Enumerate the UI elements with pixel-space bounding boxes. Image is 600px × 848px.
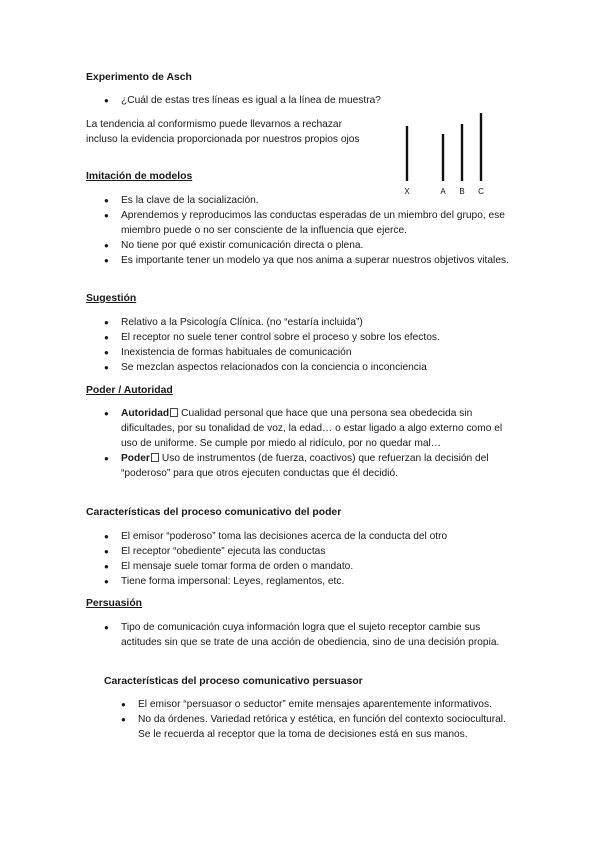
list-item: ● Relativo a la Psicología Clínica. (no “estaría incluida”) [104,315,524,330]
list-item: ● Tipo de comunicación cuya información logra que el sujeto receptor cambie sus actitudes sin que se trate de una acción de obediencia, sino de una decisión propia. [104,620,514,650]
list-item [104,451,516,481]
asch-list [104,93,434,108]
list-item: ● No da órdenes. Variedad retórica y estética, en función del contexto sociocultural. Se le recuerda al receptor que la toma de decisiones está en sus manos. [121,712,521,742]
missing-glyph-icon [170,408,178,417]
poder-title: Poder / Autoridad [86,385,173,396]
list-item: ● Inexistencia de formas habituales de comunicación [104,345,524,360]
imitacion-list [104,193,524,268]
definition-autoridad: Cualidad personal que hace que una persona sea obedecida sin dificultades, por su tonalidad de voz, la edad… o estar ligado a algo externo como el uso de uniforme. Se cumple por miedo al ridículo, por no quedar mal… [121,408,503,449]
caract-poder-title: Características del proceso comunicativo del poder [86,507,342,518]
list-item [104,406,516,451]
caract-poder-list [104,529,524,589]
term-autoridad: Autoridad [121,408,170,419]
list-item: ● Tiene forma impersonal: Leyes, reglamentos, etc. [104,574,524,589]
list-item: ● Es la clave de la socialización. [104,193,524,208]
list-item: ● ¿Cuál de estas tres líneas es igual a la línea de muestra? [104,93,434,108]
asch-paragraph: La tendencia al conformismo puede llevarnos a rechazar incluso la evidencia proporcionada por nuestros propios ojos [86,119,360,145]
poder-list [104,406,516,481]
list-item: ● No tiene por qué existir comunicación directa o plena. [104,238,524,253]
definition-poder: Uso de instrumentos (de fuerza, coactivos) que refuerzan la decisión del “poderoso” para que otros ejecuten conductas que él decidió. [121,453,489,479]
list-item: ● Aprendemos y reproducimos las conductas esperadas de un miembro del grupo, ese miembro puede o no ser consciente de la influencia que ejerce. [104,208,524,238]
asch-title: Experimento de Asch [86,72,192,83]
term-poder: Poder [121,453,150,464]
label-b: B [459,187,465,196]
sugestion-title: Sugestión [86,293,137,304]
caract-persuasor-list [121,697,521,742]
list-item: ● El mensaje suele tomar forma de orden o mandato. [104,559,524,574]
list-item: ● El emisor “poderoso” toma las decisiones acerca de la conducta del otro [104,529,524,544]
imitacion-title: Imitación de modelos [86,171,193,182]
caract-persuasor-title: Características del proceso comunicativo persuasor [104,676,363,687]
missing-glyph-icon [151,453,159,462]
list-item: ● El emisor “persuasor o seductor” emite mensajes aparentemente informativos. [121,697,521,712]
list-item: ● Es importante tener un modelo ya que nos anima a superar nuestros objetivos vitales. [104,253,524,268]
persuasion-title: Persuasión [86,598,143,609]
label-c: C [478,187,484,196]
asch-lines-figure [396,108,492,198]
sugestion-list [104,315,524,375]
label-a: A [440,187,446,196]
persuasion-list [104,620,514,650]
list-item: ● El receptor “obediente” ejecuta las conductas [104,544,524,559]
list-item: ● El receptor no suele tener control sobre el proceso y sobre los efectos. [104,330,524,345]
list-item: ● Se mezclan aspectos relacionados con la conciencia o inconciencia [104,360,524,375]
label-x: X [404,187,410,196]
